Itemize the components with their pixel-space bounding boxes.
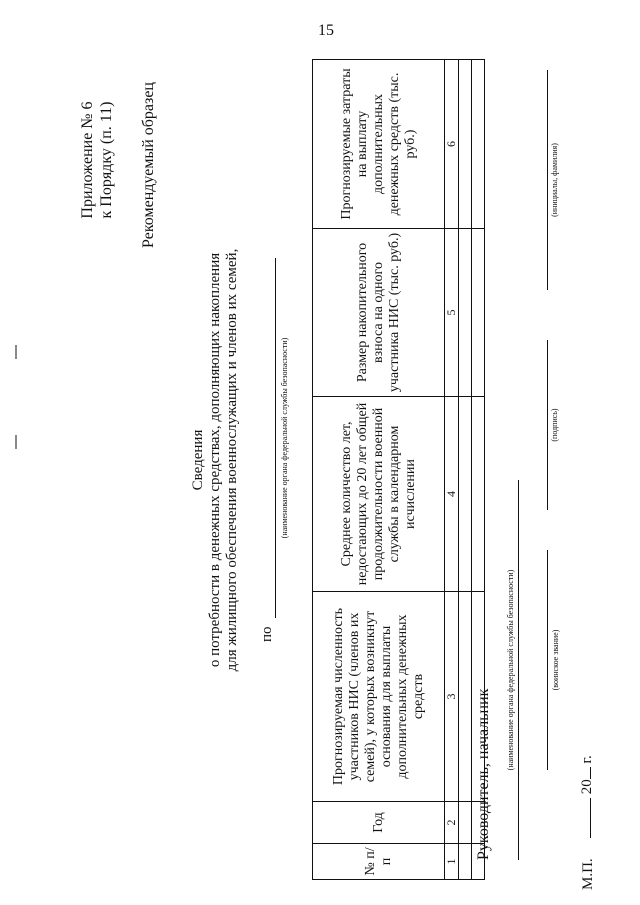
rank-caption: (воинское звание) <box>551 629 560 691</box>
signature-caption: (подпись) <box>550 408 559 442</box>
po-prefix: по <box>259 626 275 642</box>
column-number: 3 <box>445 592 459 802</box>
table-cell[interactable] <box>459 592 472 802</box>
organization-caption: (наименование органа федеральной службы безопасности) <box>280 337 289 539</box>
table-cell[interactable] <box>472 60 485 229</box>
table-header-row <box>313 60 445 880</box>
header-cell-number: № п/п <box>313 844 445 880</box>
org-caption: (наименование органа федеральной службы безопасности) <box>506 569 515 771</box>
name-caption: (инициалы, фамилия) <box>550 143 559 217</box>
header-cell-participants: Прогнозируемая численность участников НИС (членов их семей), у которых возникнут основания для выплаты дополнительных денежных средств <box>313 592 445 802</box>
binding-mark <box>15 435 17 449</box>
head-label: Руководитель, начальник <box>475 688 492 860</box>
annex-title: Приложение № 6 <box>79 101 96 219</box>
table-cell[interactable] <box>459 397 472 592</box>
needs-table <box>312 59 485 880</box>
binding-mark <box>15 345 17 359</box>
date-line <box>578 755 596 838</box>
column-number: 6 <box>445 60 459 229</box>
page-number: 15 <box>318 22 334 39</box>
header-cell-contribution: Размер накопительного взноса на одного участника НИС (тыс. руб.) <box>313 229 445 397</box>
column-number: 4 <box>445 397 459 592</box>
column-number-row <box>445 60 459 880</box>
date-day-field[interactable] <box>578 798 591 838</box>
table-cell[interactable] <box>459 229 472 397</box>
header-cell-expenses: Прогнозируемые затраты на выплату дополнительных денежных средств (тыс. руб.) <box>313 60 445 229</box>
date-year-field[interactable] <box>578 767 591 779</box>
stamp-place: М.П. <box>580 858 596 890</box>
org-field[interactable] <box>518 480 519 860</box>
document-title <box>190 180 241 740</box>
annex-subtitle: к Порядку (п. 11) <box>98 101 115 219</box>
column-number: 1 <box>445 844 459 880</box>
table-cell[interactable] <box>459 802 472 844</box>
table-cell[interactable] <box>472 229 485 397</box>
rotated-form <box>30 60 605 890</box>
date-year-prefix: 20 <box>579 779 595 795</box>
recommended-form-label: Рекомендуемый образец <box>140 82 157 248</box>
title-line-2: о потребности в денежных средствах, дополняющих накопления <box>207 252 223 668</box>
rank-field[interactable] <box>547 550 548 770</box>
name-field[interactable] <box>547 70 548 290</box>
title-line-3: для жилищного обеспечения военнослужащих и членов их семей, <box>224 248 240 672</box>
table-row <box>459 60 472 880</box>
table-cell[interactable] <box>459 844 472 880</box>
column-number: 5 <box>445 229 459 397</box>
date-suffix: г. <box>579 755 595 764</box>
signature-field[interactable] <box>547 340 548 510</box>
header-cell-years-missing: Среднее количество лет, недостающих до 20 лет общей продолжительности военной службы в календарном исчислении <box>313 397 445 592</box>
organization-field[interactable] <box>275 258 276 618</box>
column-number: 2 <box>445 802 459 844</box>
title-line-1: Сведения <box>190 429 206 491</box>
annex-heading <box>78 70 116 250</box>
table-cell[interactable] <box>472 397 485 592</box>
table-cell[interactable] <box>459 60 472 229</box>
header-cell-year: Год <box>313 802 445 844</box>
